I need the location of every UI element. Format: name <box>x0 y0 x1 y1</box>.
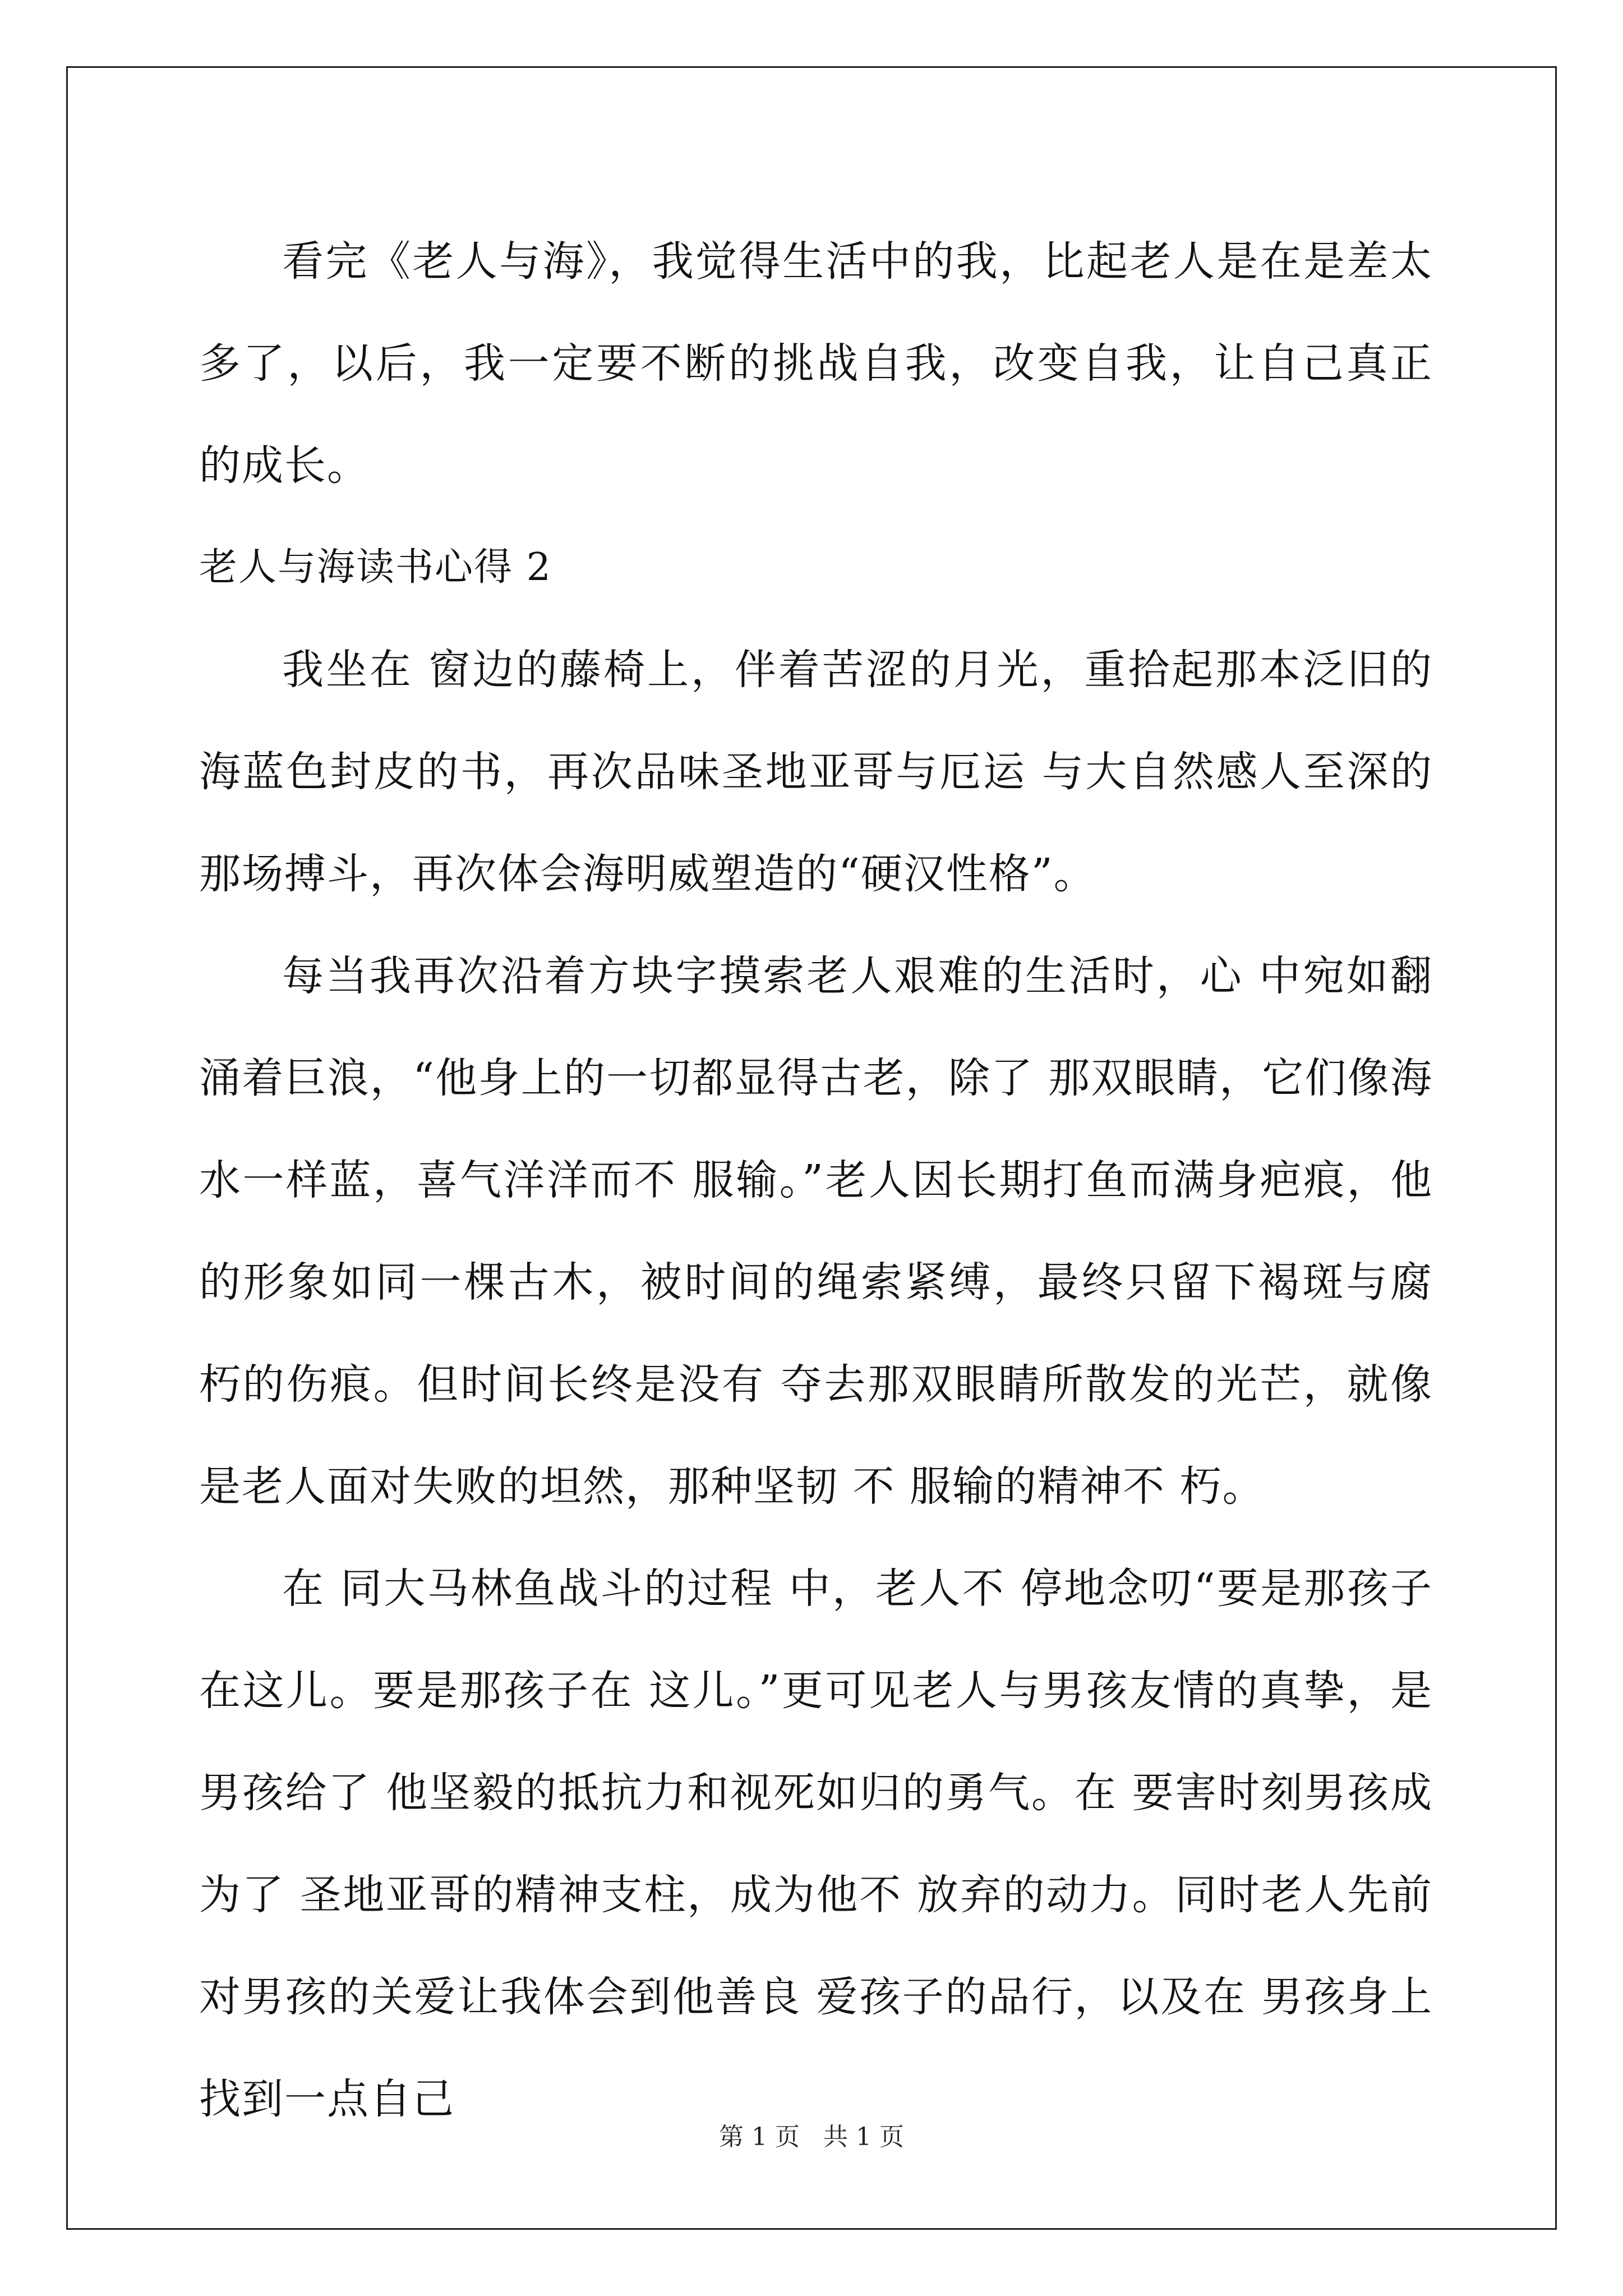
page-footer <box>0 2120 1623 2154</box>
paragraph-3: 每当我再次沿着方块字摸索老人艰难的生活时，心 中宛如翻涌着巨浪，“他身上的一切都显得古老，除了 那双眼睛，它们像海水一样蓝，喜气洋洋而不 服输。”老人因长期打鱼而满身疤痕，他的形象如同一棵古木，被时间的绳索紧缚，最终只留下褐斑与腐朽的伤痕。但时间长终是没有 夺去那双眼睛所散发的光芒，就像是老人面对失败的坦然，那种坚韧 不 服输的精神不 朽。 <box>199 952 1433 1511</box>
paragraph-4: 在 同大马林鱼战斗的过程 中，老人不 停地念叨“要是那孩子在这儿。要是那孩子在 这儿。”更可见老人与男孩友情的真挚，是男孩给了 他坚毅的抵抗力和视死如归的勇气。在 要害时刻男孩成为了 圣地亚哥的精神支柱，成为他不 放弃的动力。同时老人先前对男孩的关爱让我体会到他善良 爱孩子的品行，以及在 男孩身上找到一点自己 <box>199 1565 1433 2123</box>
section-heading: 老人与海读书心得 2 <box>199 545 552 590</box>
paragraph-2: 我坐在 窗边的藤椅上，伴着苦涩的月光，重拾起那本泛旧的海蓝色封皮的书，再次品味圣地亚哥与厄运 与大自然感人至深的那场搏斗，再次体会海明威塑造的“硬汉性格”。 <box>199 646 1433 898</box>
page-number: 第 1 页 共 1 页 <box>719 2123 904 2151</box>
document-body <box>199 210 1433 2150</box>
paragraph-1: 看完《老人与海》，我觉得生活中的我，比起老人是在是差太多了，以后，我一定要不断的挑战自我，改变自我，让自己真正的成长。 <box>199 237 1433 490</box>
